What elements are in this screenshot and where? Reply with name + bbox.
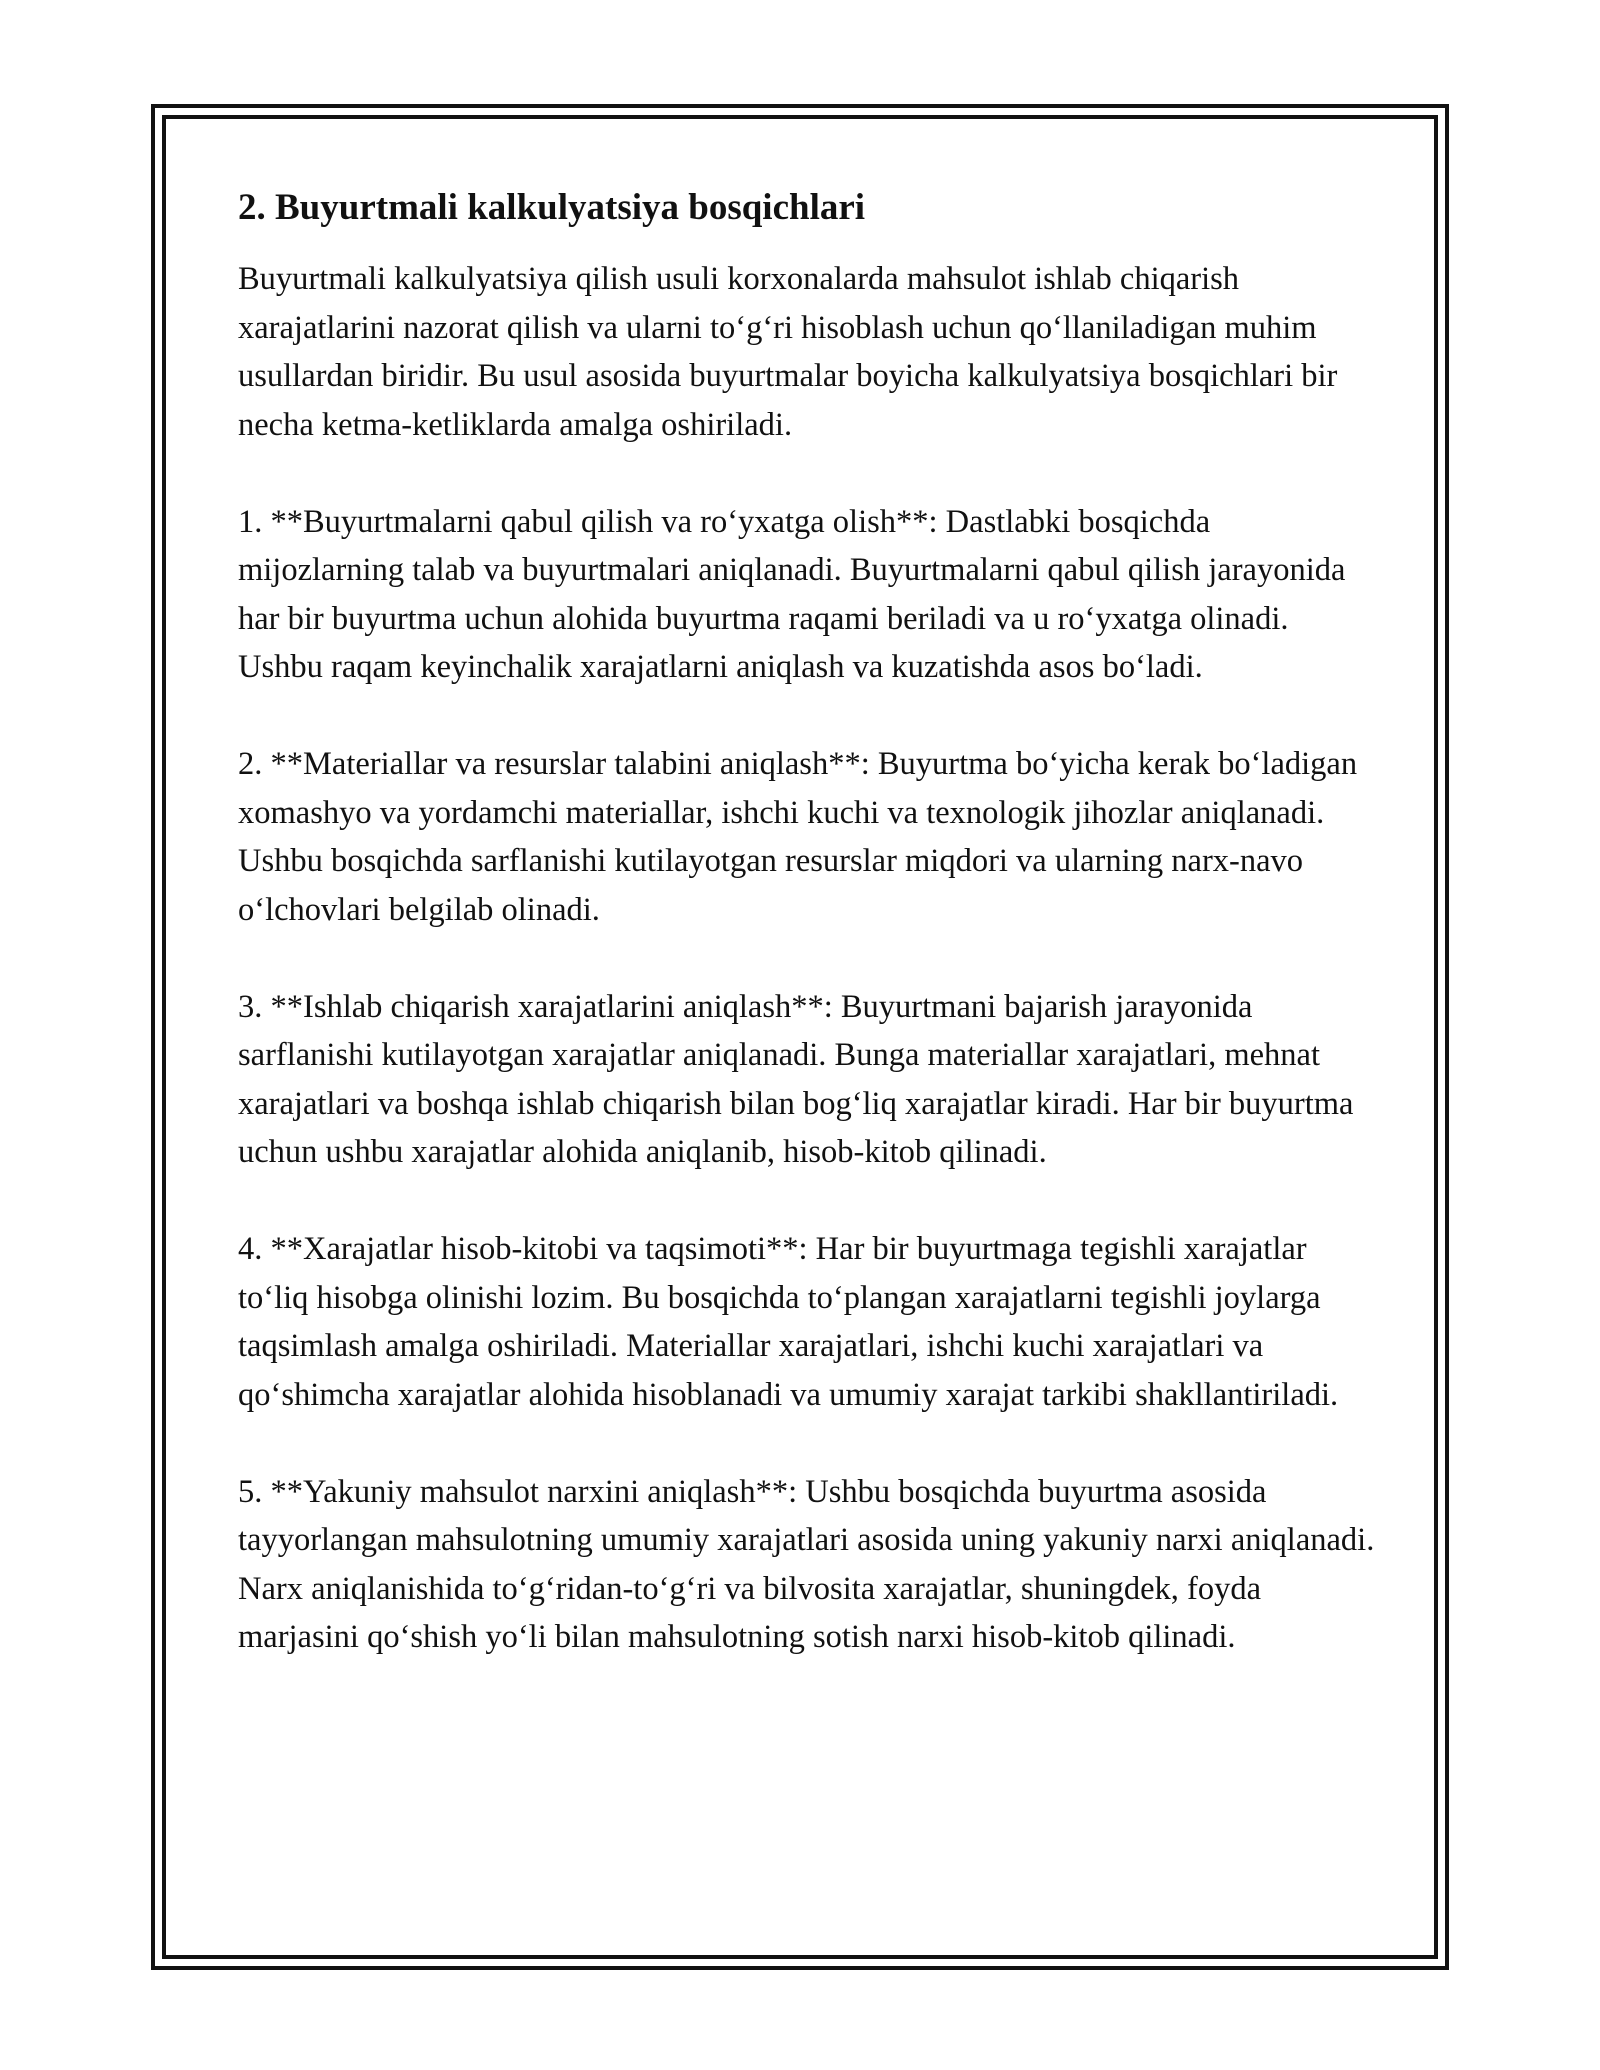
intro-paragraph: Buyurtmali kalkulyatsiya qilish usuli korxonalarda mahsulot ishlab chiqarish xarajatlarini nazorat qilish va ularni to‘g‘ri hisoblash uchun qo‘llaniladigan muhim usullardan biridir. Bu usul asosida buyurtmalar boyicha kalkulyatsiya bosqichlari bir necha ketma-ketliklarda amalga oshiriladi.: [238, 261, 1338, 443]
step-paragraph-5: 5. **Yakuniy mahsulot narxini aniqlash**: Ushbu bosqichda buyurtma asosida tayyorlangan mahsulotning umumiy xarajatlari asosida uning yakuniy narxi aniqlanadi. Narx aniqlanishida to‘g‘ridan-to‘g‘ri va bilvosita xarajatlar, shuningdek, foyda marjasini qo‘shish yo‘li bilan mahsulotning sotish narxi hisob-kitob qilinadi.: [238, 1473, 1375, 1655]
document-body: [238, 184, 1378, 1710]
step-paragraph-4: 4. **Xarajatlar hisob-kitobi va taqsimoti**: Har bir buyurtmaga tegishli xarajatlar to‘liq hisobga olinishi lozim. Bu bosqichda to‘plangan xarajatlarni tegishli joylarga taqsimlash amalga oshiriladi. Materiallar xarajatlari, ishchi kuchi xarajatlari va qo‘shimcha xarajatlar alohida hisoblanadi va umumiy xarajat tarkibi shakllantiriladi.: [238, 1231, 1339, 1413]
step-paragraph-3: 3. **Ishlab chiqarish xarajatlarini aniqlash**: Buyurtmani bajarish jarayonida sarflanishi kutilayotgan xarajatlar aniqlanadi. Bunga materiallar xarajatlari, mehnat xarajatlari va boshqa ishlab chiqarish bilan bog‘liq xarajatlar kiradi. Har bir buyurtma uchun ushbu xarajatlar alohida aniqlanib, hisob-kitob qilinadi.: [238, 988, 1354, 1170]
step-paragraph-1: 1. **Buyurtmalarni qabul qilish va ro‘yxatga olish**: Dastlabki bosqichda mijozlarning talab va buyurtmalari aniqlanadi. Buyurtmalarni qabul qilish jarayonida har bir buyurtma uchun alohida buyurtma raqami beriladi va u ro‘yxatga olinadi. Ushbu raqam keyinchalik xarajatlarni aniqlash va kuzatishda asos bo‘ladi.: [238, 503, 1346, 685]
page-border: [151, 104, 1449, 1970]
step-paragraph-2: 2. **Materiallar va resurslar talabini aniqlash**: Buyurtma bo‘yicha kerak bo‘ladigan xomashyo va yordamchi materiallar, ishchi kuchi va texnologik jihozlar aniqlanadi. Ushbu bosqichda sarflanishi kutilayotgan resurslar miqdori va ularning narx-navo o‘lchovlari belgilab olinadi.: [238, 746, 1358, 928]
document-title: 2. Buyurtmali kalkulyatsiya bosqichlari: [238, 187, 866, 228]
